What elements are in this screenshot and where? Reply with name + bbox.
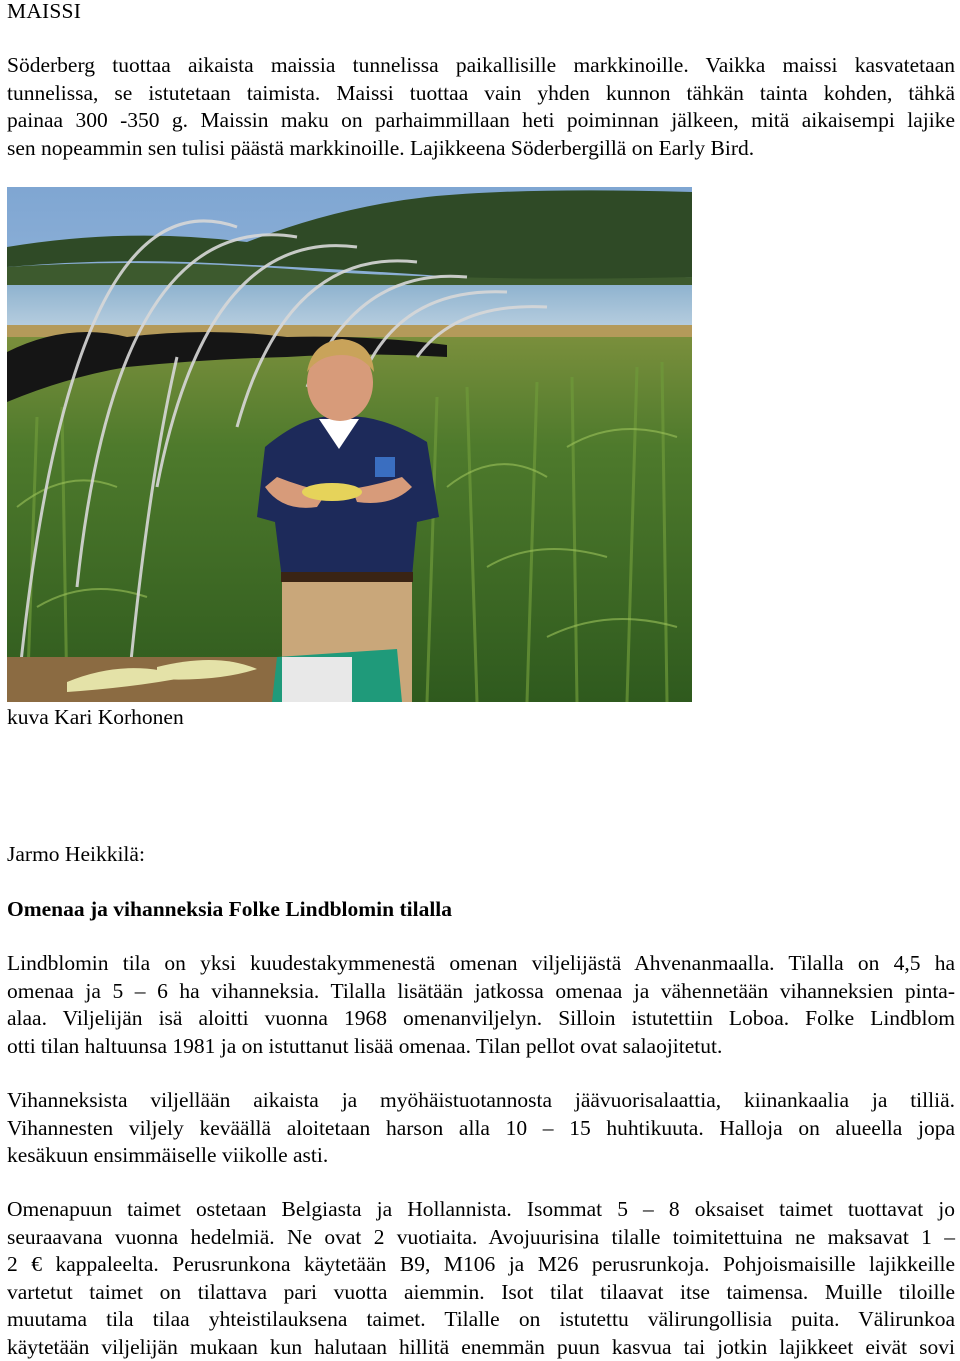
body-paragraph-2 [7,1087,955,1170]
text-line: Vihanneksista viljellään aikaista ja myöhäistuotannosta jäävuorisalaattia, kiinankaalia ja tilliä. [7,1087,955,1115]
text-line: painaa 300 -350 g. Maissin maku on parhaimmillaan heti poiminnan jälkeen, mitä aikaisempi lajike [7,107,955,135]
text-line: alaa. Viljelijän isä aloitti vuonna 1968 omenanviljelyn. Silloin istutettiin Loboa. Folke Lindblom [7,1005,955,1033]
article-title: Omenaa ja vihanneksia Folke Lindblomin tilalla [7,896,452,924]
section-title: MAISSI [7,0,81,26]
text-line: Omenapuun taimet ostetaan Belgiasta ja Hollannista. Isommat 5 – 8 oksaiset taimet tuottavat jo [7,1196,955,1224]
photo-caption: kuva Kari Korhonen [7,704,184,732]
body-paragraph-3 [7,1196,955,1361]
text-line: 2 € kappaleelta. Perusrunkona käytetään B9, M106 ja M26 perusrunkoja. Pohjoismaisille lajikkeille [7,1251,955,1279]
text-line: Vihannesten viljely keväällä aloitetaan harson alla 10 – 15 huhtikuuta. Halloja on alueella jopa [7,1115,955,1143]
photo-illustration [7,187,692,702]
text-line: omenaa ja 5 – 6 ha vihanneksia. Tilalla lisätään jatkossa omenaa ja vähennetään vihanneksien pinta- [7,978,955,1006]
text-line: tunnelissa, se istutetaan taimista. Maissi tuottaa vain yhden kunnon tähkän tainta kohden, tähkä [7,80,955,108]
text-line: seuraavana vuonna hedelmiä. Ne ovat 2 vuotiaita. Avojuurisina tilalle toimitettuina ne maksavat 1 – [7,1224,955,1252]
text-line: Lindblomin tila on yksi kuudestakymmenestä omenan viljelijästä Ahvenanmaalla. Tilalla on 4,5 ha [7,950,955,978]
intro-paragraph [7,52,955,162]
text-line: kesäkuun ensimmäiselle viikolle asti. [7,1142,955,1170]
body-paragraph-1 [7,950,955,1060]
article-author: Jarmo Heikkilä: [7,841,145,869]
text-line: käytetään viljelijän mukaan kun halutaan hillitä enemmän puun kasvua tai jotkin lajikkeet eivät sovi [7,1334,955,1361]
text-line: otti tilan haltuunsa 1981 ja on istuttanut lisää omenaa. Tilan pellot ovat salaojitetut. [7,1033,955,1061]
text-line: vartetut taimet on tilattava pari vuotta aiemmin. Isot tilat tilaavat itse taimensa. Muille tiloille [7,1279,955,1307]
text-line: Söderberg tuottaa aikaista maissia tunnelissa paikallisille markkinoille. Vaikka maissi kasvatetaan [7,52,955,80]
text-line: sen nopeammin sen tulisi päästä markkinoille. Lajikkeena Söderbergillä on Early Bird. [7,135,955,163]
corn-field-photo [7,187,692,702]
text-line: muutama tila tilaa yhteistilauksena taimet. Tilalle on istutettu välirungollisia puita. Välirunkoa [7,1306,955,1334]
